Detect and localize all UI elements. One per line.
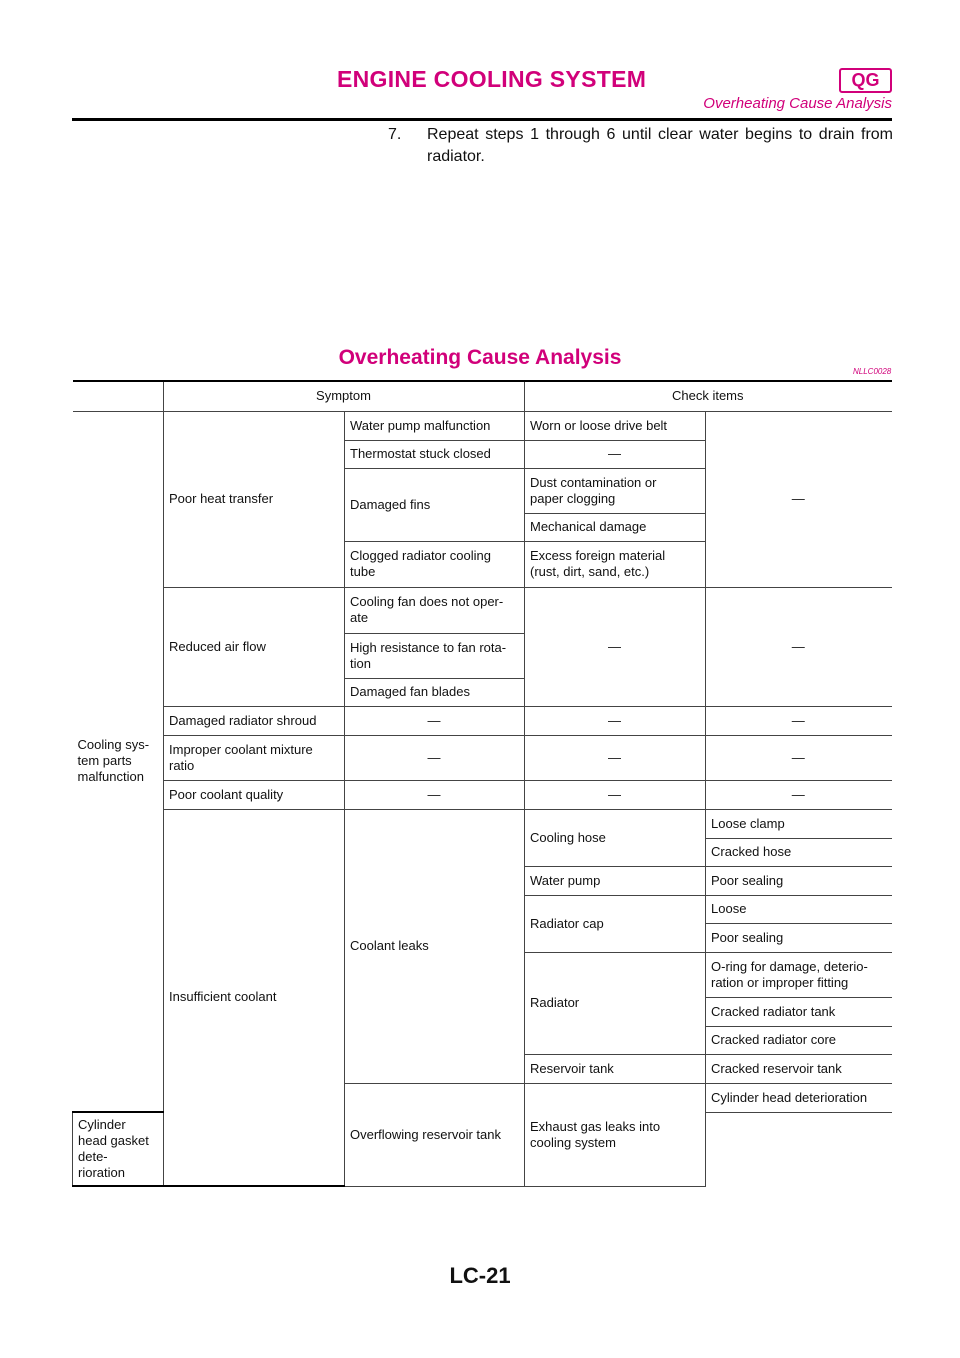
check-mechanical-damage: Mechanical damage (525, 513, 706, 541)
cause-water-pump-malfunction: Water pump malfunction (345, 411, 525, 440)
section-reference-code: NLLC0028 (853, 367, 892, 376)
symptom-insufficient-coolant: Insufficient coolant (164, 809, 345, 1186)
symptom-reduced-air-flow: Reduced air flow (164, 587, 345, 706)
table-header-row (73, 381, 892, 411)
check-dash: — (706, 411, 892, 587)
table-row (73, 411, 892, 440)
table-row (73, 809, 892, 838)
table-row (73, 587, 892, 633)
check-dash: — (706, 706, 892, 735)
header-subtitle: Overheating Cause Analysis (703, 95, 892, 112)
check-cracked-hose: Cracked hose (706, 838, 892, 866)
table-row (73, 706, 892, 735)
section-header-title: ENGINE COOLING SYSTEM (337, 66, 647, 92)
cause-overflowing-reservoir: Overflowing reservoir tank (345, 1083, 525, 1186)
check-dash: — (345, 780, 525, 809)
engine-code-badge: QG (839, 68, 892, 93)
cause-fan-not-operate: Cooling fan does not oper- ate (345, 587, 525, 633)
part-radiator: Radiator (525, 952, 706, 1054)
check-dash: — (525, 587, 706, 706)
part-reservoir-tank: Reservoir tank (525, 1054, 706, 1083)
check-cracked-core: Cracked radiator core (706, 1026, 892, 1054)
table-row (73, 735, 892, 780)
part-cooling-hose: Cooling hose (525, 809, 706, 866)
symptom-damaged-shroud: Damaged radiator shroud (164, 706, 345, 735)
check-dash: — (706, 587, 892, 706)
page-number: LC-21 (449, 1263, 511, 1288)
check-dash: — (525, 735, 706, 780)
check-loose-clamp: Loose clamp (706, 809, 892, 838)
check-cracked-tank: Cracked radiator tank (706, 997, 892, 1026)
symptom-poor-heat-transfer: Poor heat transfer (164, 411, 345, 587)
check-dash: — (525, 780, 706, 809)
check-loose: Loose (706, 895, 892, 923)
check-dash: — (706, 735, 892, 780)
part-radiator-cap: Radiator cap (525, 895, 706, 952)
check-head-deterioration: Cylinder head deterioration (706, 1083, 892, 1112)
overheating-cause-table (72, 380, 892, 1187)
check-dust-contamination: Dust contamination or paper clogging (525, 468, 706, 513)
check-cracked-reservoir: Cracked reservoir tank (706, 1054, 892, 1083)
part-water-pump: Water pump (525, 866, 706, 895)
table-row (73, 780, 892, 809)
symptom-improper-mixture: Improper coolant mixture ratio (164, 735, 345, 780)
step-text: Repeat steps 1 through 6 until clear water begins to drain from radiator. (427, 126, 893, 165)
header-symptom: Symptom (164, 381, 525, 411)
check-dash: — (706, 780, 892, 809)
cause-thermostat-stuck: Thermostat stuck closed (345, 440, 525, 468)
cause-coolant-leaks: Coolant leaks (345, 809, 525, 1083)
check-poor-sealing: Poor sealing (706, 923, 892, 952)
part-exhaust-gas-leaks: Exhaust gas leaks into cooling system (525, 1083, 706, 1186)
check-o-ring: O-ring for damage, deterio- ration or improper fitting (706, 952, 892, 997)
symptom-poor-quality: Poor coolant quality (164, 780, 345, 809)
section-title: Overheating Cause Analysis (338, 346, 622, 369)
check-excess-foreign: Excess foreign material (rust, dirt, sand, etc.) (525, 541, 706, 587)
table-cell (73, 381, 164, 411)
cause-damaged-fan-blades: Damaged fan blades (345, 678, 525, 706)
check-dash: — (525, 440, 706, 468)
check-dash: — (345, 735, 525, 780)
check-gasket-deterioration: Cylinder head gasket dete- rioration (73, 1112, 164, 1186)
cause-clogged-tube: Clogged radiator cooling tube (345, 541, 525, 587)
cause-high-resistance: High resistance to fan rota- tion (345, 633, 525, 678)
header-check-items: Check items (525, 381, 892, 411)
header-divider (72, 118, 892, 121)
check-dash: — (345, 706, 525, 735)
check-poor-sealing: Poor sealing (706, 866, 892, 895)
step-number: 7. (388, 126, 402, 143)
cause-damaged-fins: Damaged fins (345, 468, 525, 541)
check-worn-belt: Worn or loose drive belt (525, 411, 706, 440)
symptom-group: Cooling sys- tem parts malfunction (73, 411, 164, 1112)
check-dash: — (525, 706, 706, 735)
page-header (72, 66, 892, 120)
